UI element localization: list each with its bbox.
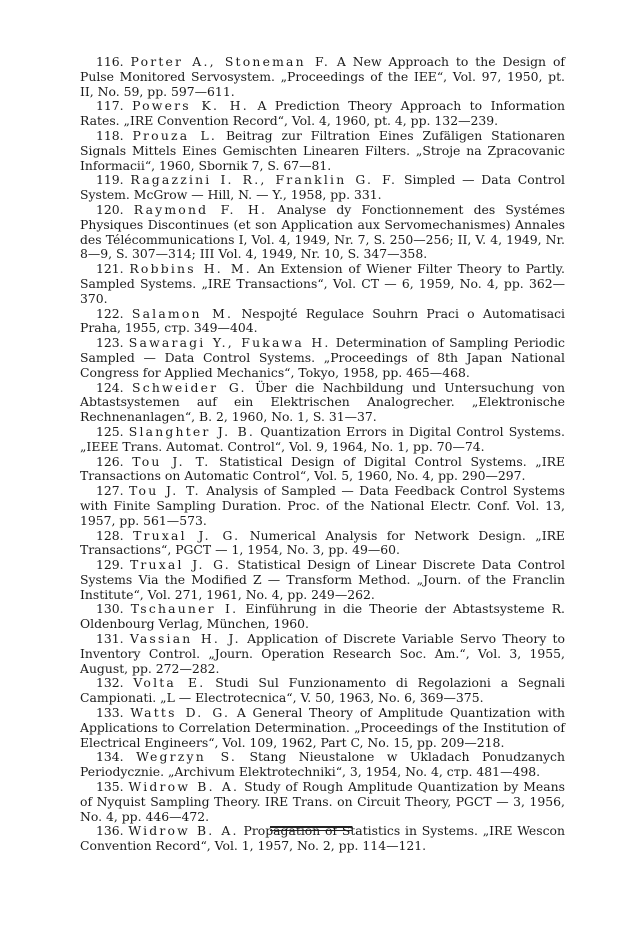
reference-text: Simpled — Data Control System. McGrow — Hill, N. — Y., 1958, pp. 331. — [80, 172, 565, 203]
reference-number: 124. — [96, 379, 124, 395]
reference-authors: Watts D. G. — [130, 705, 231, 721]
reference-number: 134. — [96, 749, 124, 765]
reference-text: Analyse dy Fonctionnement des Systémes Physiques Discontinues (et son Application aux Servomechanismes) Annales des Télécommunications I, Vol. 4, 1949, Nr. 7, S. 250—256; II, V. 4, 1949, Nr. 8—9, S. 307—314; III Vol. 4, 1949, Nr. 10, S. 347—358. — [80, 201, 565, 262]
reference-number: 120. — [96, 201, 124, 217]
reference-item — [80, 706, 565, 750]
reference-text: Statistical Design of Linear Discrete Data Control Systems Via the Modified Z — Transform Method. „Journ. of the Franclin Institute“, Vol. 271, 1961, No. 4, pp. 249—262. — [80, 557, 565, 602]
reference-item — [80, 455, 565, 485]
reference-item — [80, 173, 565, 203]
reference-authors: Raymond F. H. — [133, 201, 268, 217]
reference-number: 118. — [96, 127, 124, 143]
reference-number: 127. — [96, 483, 124, 499]
reference-authors: Widrow B. A. — [128, 779, 240, 795]
reference-text: Application of Discrete Variable Servo Theory to Inventory Control. „Journ. Operation Research Soc. Am.“, Vol. 3, 1955, August, pp. 272—282. — [80, 631, 565, 676]
reference-text: Propagation of Statistics in Systems. „IRE Wescon Convention Record“, Vol. 1, 1957, No. 2, pp. 114—121. — [80, 823, 565, 854]
reference-number: 128. — [96, 527, 124, 543]
reference-item — [80, 55, 565, 99]
reference-text: Nespojté Regulace Souhrn Praci o Automatisaci Praha, 1955, стр. 349—404. — [80, 305, 565, 336]
reference-number: 133. — [96, 705, 124, 721]
reference-number: 121. — [96, 261, 124, 277]
reference-item — [80, 780, 565, 824]
reference-item — [80, 307, 565, 337]
reference-authors: Powers K. H. — [132, 98, 249, 114]
reference-item — [80, 129, 565, 173]
reference-authors: Tschauner I. — [130, 601, 239, 617]
reference-authors: Wegrzyn S. — [136, 749, 237, 765]
reference-text: Analysis of Sampled — Data Feedback Control Systems with Finite Sampling Duration. Proc. of the National Electr. Conf. Vol. 13, 1957, pp. 561—573. — [80, 483, 565, 528]
reference-number: 129. — [96, 557, 124, 573]
reference-number: 130. — [96, 601, 124, 617]
reference-authors: Sawaragi Y., Fukawa H. — [128, 335, 331, 351]
reference-text: Beitrag zur Filtration Eines Zufäligen Stationaren Signals Mittels Eines Gemischten Linearen Filters. „Stroje na Zpracovanic Informacii“, 1960, Sbornik 7, S. 67—81. — [80, 127, 565, 173]
end-divider — [270, 826, 352, 831]
reference-number: 119. — [96, 172, 124, 188]
reference-item — [80, 750, 565, 780]
reference-authors: Tou J. T. — [132, 453, 211, 469]
reference-authors: Widrow B. A. — [128, 823, 239, 839]
reference-text: Einführung in die Theorie der Abtastsysteme R. Oldenbourg Verlag, München, 1960. — [80, 601, 565, 632]
reference-item — [80, 425, 565, 455]
reference-text: Study of Rough Amplitude Quantization by Means of Nyquist Sampling Theory. IRE Trans. on Circuit Theory, PGCT — 3, 1956, No. 4, pp. 446—472. — [80, 779, 565, 824]
reference-text: Determination of Sampling Periodic Sampled — Data Control Systems. „Proceedings of 8th Japan National Congress for Applied Mechanics“, Tokyo, 1958, pp. 465—468. — [80, 335, 565, 380]
reference-text: Studi Sul Funzionamento di Regolazioni a Segnali Campionati. „L — Electrotecnica“, V. 50, 1963, No. 6, 369—375. — [80, 675, 565, 706]
reference-text: Numerical Analysis for Network Design. „IRE Transactions“, PGCT — 1, 1954, No. 3, pp. 49—60. — [80, 527, 565, 558]
reference-number: 116. — [96, 54, 124, 69]
reference-item — [80, 602, 565, 632]
reference-item — [80, 381, 565, 425]
reference-text: Über die Nachbildung und Untersuchung von Abtastsystemen auf ein Elektrischen Analogrecher. „Elektronische Rechnenanlagen“, B. 2, 1960, No. 1, S. 31—37. — [80, 379, 565, 425]
reference-item — [80, 203, 565, 262]
reference-number: 125. — [96, 423, 124, 439]
reference-authors: Volta E. — [133, 675, 206, 691]
reference-text: Stang Nieustalone w Ukladach Ponudzanych Periodycznie. „Archivum Elektrotechniki“, 3, 1954, No. 4, стр. 481—498. — [80, 749, 565, 780]
reference-authors: Truxal J. G. — [133, 527, 241, 543]
reference-number: 132. — [96, 675, 124, 691]
reference-text: Quantization Errors in Digital Control Systems. „IEEE Trans. Automat. Control“, Vol. 9, 1964, No. 1, pp. 70—74. — [80, 423, 565, 454]
reference-authors: Ragazzini I. R., Franklin G. F. — [130, 172, 398, 188]
reference-item — [80, 262, 565, 306]
reference-item — [80, 336, 565, 380]
reference-text: Statistical Design of Digital Control Systems. „IRE Transactions on Automatic Control“, Vol. 5, 1960, No. 4, pp. 290—297. — [80, 453, 565, 484]
reference-authors: Tou J. T. — [129, 483, 201, 499]
reference-authors: Slanghter J. B. — [128, 423, 256, 439]
reference-authors: Truxal J. G. — [129, 557, 231, 573]
reference-authors: Prouza L. — [132, 127, 218, 143]
end-divider-thin-line — [270, 830, 352, 831]
reference-number: 126. — [96, 453, 124, 469]
reference-list — [80, 55, 565, 854]
reference-number: 131. — [96, 631, 124, 647]
reference-number: 123. — [96, 335, 124, 351]
reference-text: An Extension of Wiener Filter Theory to Partly. Sampled Systems. „IRE Transactions“, Vol. CT — 6, 1959, No. 4, pp. 362—370. — [80, 261, 565, 306]
reference-number: 135. — [96, 779, 124, 795]
reference-authors: Porter A., Stoneman F. — [130, 54, 330, 69]
reference-number: 136. — [96, 823, 124, 839]
reference-authors: Schweider G. — [132, 379, 247, 395]
reference-item — [80, 632, 565, 676]
reference-item — [80, 484, 565, 528]
reference-item — [80, 558, 565, 602]
reference-text: A New Approach to the Design of Pulse Monitored Servosystem. „Proceedings of the IEE“, Vol. 97, 1950, pt. II, No. 59, pp. 597—611. — [80, 54, 565, 99]
reference-item — [80, 676, 565, 706]
reference-item — [80, 529, 565, 559]
reference-authors: Robbins H. M. — [129, 261, 252, 277]
reference-number: 122. — [96, 305, 124, 321]
reference-authors: Vassian H. J. — [129, 631, 241, 647]
reference-text: A General Theory of Amplitude Quantization with Applications to Correlation Determination. „Proceedings of the Institution of Electrical Engineers“, Vol. 109, 1962, Part C, No. 15, pp. 209—218. — [80, 705, 565, 750]
reference-text: A Prediction Theory Approach to Information Rates. „IRE Convention Record“, Vol. 4, 1960, pt. 4, pp. 132—239. — [80, 98, 565, 129]
reference-item — [80, 99, 565, 129]
reference-authors: Salamon M. — [131, 305, 234, 321]
reference-number: 117. — [96, 98, 124, 114]
